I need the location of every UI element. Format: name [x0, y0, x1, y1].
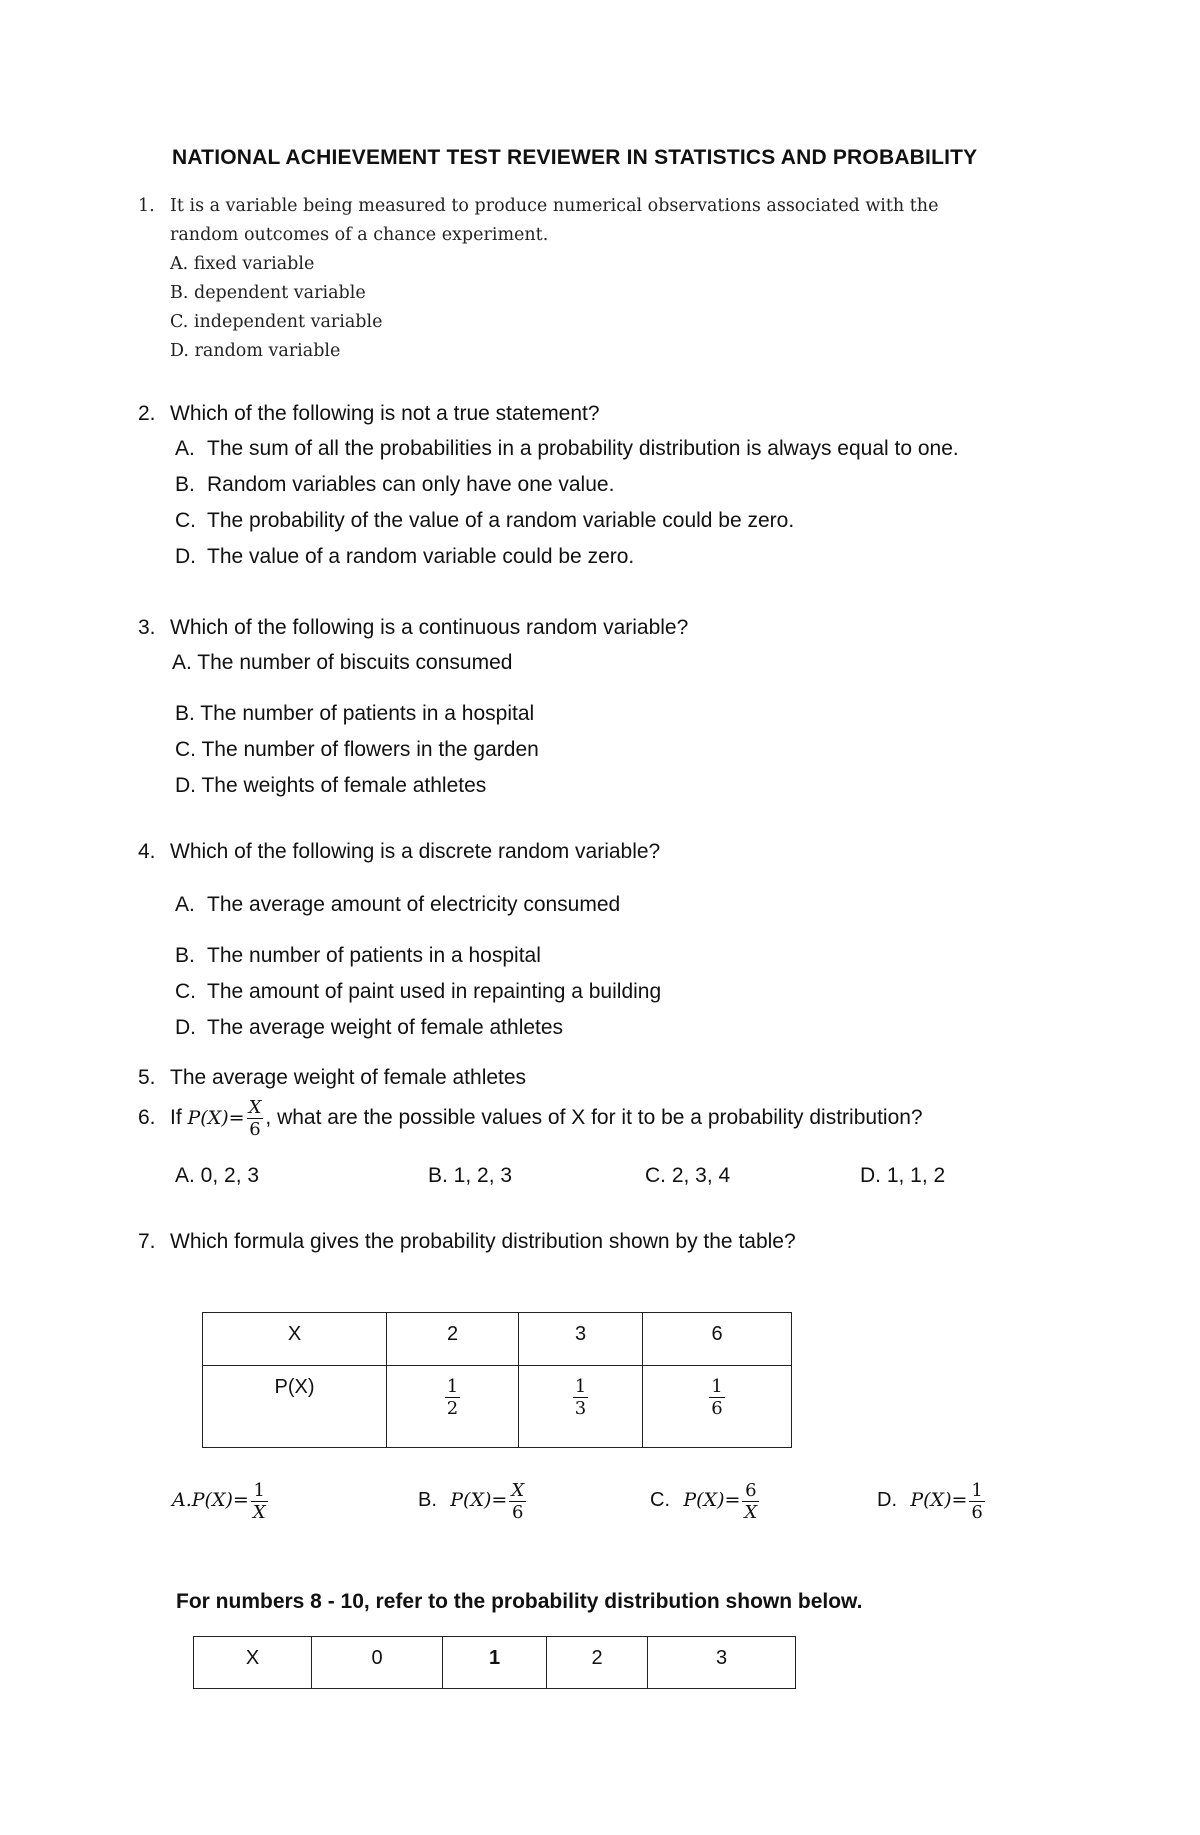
option-text: The probability of the value of a random variable could be zero. — [207, 509, 795, 532]
question-6 — [138, 1096, 923, 1140]
formula-lhs: P(X)= — [683, 1489, 741, 1511]
table-row — [203, 1366, 792, 1448]
question-2 — [138, 402, 600, 426]
question-prefix: If — [170, 1106, 182, 1129]
formula-lhs: P(X)= — [191, 1489, 249, 1511]
page-title: NATIONAL ACHIEVEMENT TEST REVIEWER IN STATISTICS AND PROBABILITY — [172, 146, 978, 169]
question-number: 4. — [138, 840, 156, 863]
question-text: Which of the following is a continuous random variable? — [170, 616, 689, 639]
numerator: 6 — [742, 1480, 759, 1502]
question-number: 2. — [138, 402, 156, 425]
option-letter: B. — [175, 473, 195, 496]
formula-fraction — [509, 1480, 526, 1523]
question-text: Which formula gives the probability distribution shown by the table? — [170, 1230, 796, 1253]
table-cell: 6 — [643, 1313, 792, 1366]
denominator: 6 — [249, 1118, 261, 1140]
formula-fraction — [251, 1480, 268, 1523]
option-letter: B. — [175, 944, 195, 967]
option — [175, 473, 614, 497]
option-text: The amount of paint used in repainting a building — [207, 980, 662, 1003]
question-1 — [138, 196, 938, 216]
option: B. The number of patients in a hospital — [175, 702, 535, 725]
question-4 — [138, 840, 660, 864]
question-number: 3. — [138, 616, 156, 639]
denominator: 6 — [711, 1398, 723, 1419]
table-cell — [387, 1366, 519, 1448]
question-text: , what are the possible values of X for it to be a probability distribution? — [265, 1106, 923, 1129]
numerator: 1 — [971, 1480, 983, 1502]
formula-fraction — [742, 1480, 759, 1523]
question-5 — [138, 1066, 526, 1090]
choice-letter: B. — [418, 1489, 437, 1511]
table-cell — [643, 1366, 792, 1448]
option: A. 0, 2, 3 — [175, 1164, 260, 1187]
numerator: 1 — [251, 1480, 268, 1502]
option-text: The average amount of electricity consumed — [207, 893, 621, 916]
option: C. 2, 3, 4 — [645, 1164, 731, 1187]
denominator: 6 — [971, 1502, 983, 1524]
choice-letter: C. — [650, 1489, 670, 1511]
option-letter: C. — [175, 509, 196, 532]
question-text: Which of the following is a discrete random variable? — [170, 840, 661, 863]
option: D. random variable — [170, 341, 341, 361]
denominator: 3 — [574, 1398, 587, 1419]
question-text: The average weight of female athletes — [170, 1066, 527, 1089]
option-letter: D. — [175, 1016, 196, 1039]
table-header-cell: P(X) — [203, 1366, 387, 1448]
question-number: 6. — [138, 1106, 156, 1129]
formula-lhs: P(X)= — [910, 1489, 968, 1511]
option — [175, 509, 794, 533]
option-letter: D. — [175, 545, 196, 568]
table-header-cell: X — [194, 1637, 312, 1689]
option: D. The weights of female athletes — [175, 774, 487, 797]
question-number: 1. — [138, 196, 155, 216]
option-text: The value of a random variable could be zero. — [207, 545, 635, 568]
question-7 — [138, 1230, 796, 1254]
option: C. independent variable — [170, 312, 383, 332]
choice-letter: D. — [877, 1489, 897, 1511]
denominator: X — [744, 1502, 758, 1524]
numerator: X — [248, 1096, 262, 1118]
option — [175, 980, 661, 1004]
option: A. The number of biscuits consumed — [172, 651, 513, 674]
section-instruction: For numbers 8 - 10, refer to the probability distribution shown below. — [176, 1590, 863, 1613]
table-cell: 3 — [519, 1313, 643, 1366]
distribution-table-2 — [193, 1636, 796, 1689]
denominator: 6 — [512, 1502, 524, 1524]
numerator: 1 — [711, 1376, 723, 1397]
option — [175, 1016, 563, 1040]
question-3 — [138, 616, 688, 640]
option: D. 1, 1, 2 — [860, 1164, 946, 1187]
denominator: X — [252, 1502, 266, 1524]
formula-choice — [877, 1478, 987, 1524]
table-row — [203, 1313, 792, 1366]
fraction — [709, 1376, 724, 1419]
option — [175, 545, 634, 569]
option — [175, 944, 541, 968]
formula-choice — [418, 1478, 528, 1524]
formula-lhs: P(X)= — [450, 1489, 508, 1511]
formula-lhs: P(X)= — [187, 1107, 245, 1129]
formula-fraction — [969, 1480, 984, 1523]
option-text: The sum of all the probabilities in a probability distribution is always equal to one. — [207, 437, 959, 460]
table-row — [194, 1637, 796, 1689]
fraction — [573, 1376, 588, 1419]
option — [175, 893, 620, 917]
table-cell: 2 — [547, 1637, 648, 1689]
option — [175, 437, 959, 461]
option: C. The number of flowers in the garden — [175, 738, 539, 761]
option-letter: A. — [175, 437, 195, 460]
question-text: It is a variable being measured to produce numerical observations associated with the — [170, 196, 939, 216]
table-header-cell: X — [203, 1313, 387, 1366]
question-number: 7. — [138, 1230, 156, 1253]
table-cell: 3 — [648, 1637, 796, 1689]
option-text: Random variables can only have one value. — [207, 473, 615, 496]
table-cell: 0 — [312, 1637, 443, 1689]
fraction — [445, 1376, 460, 1419]
option-letter: C. — [175, 980, 196, 1003]
choice-letter: A. — [172, 1489, 192, 1511]
option: B. dependent variable — [170, 283, 366, 303]
option: B. 1, 2, 3 — [428, 1164, 513, 1187]
table-cell — [519, 1366, 643, 1448]
numerator: 1 — [574, 1376, 587, 1397]
numerator: 1 — [446, 1376, 459, 1397]
formula-choice — [172, 1478, 270, 1524]
option-text: The average weight of female athletes — [207, 1016, 564, 1039]
formula-fraction — [247, 1097, 264, 1140]
option-text: The number of patients in a hospital — [207, 944, 541, 967]
formula-choice — [650, 1478, 761, 1524]
question-1-line2: random outcomes of a chance experiment. — [170, 225, 549, 245]
option: A. fixed variable — [170, 254, 315, 274]
numerator: X — [511, 1480, 525, 1502]
question-number: 5. — [138, 1066, 156, 1089]
question-text: Which of the following is not a true statement? — [170, 402, 600, 425]
distribution-table — [202, 1312, 792, 1448]
table-cell: 1 — [443, 1637, 547, 1689]
option-letter: A. — [175, 893, 195, 916]
table-cell: 2 — [387, 1313, 519, 1366]
denominator: 2 — [446, 1398, 459, 1419]
